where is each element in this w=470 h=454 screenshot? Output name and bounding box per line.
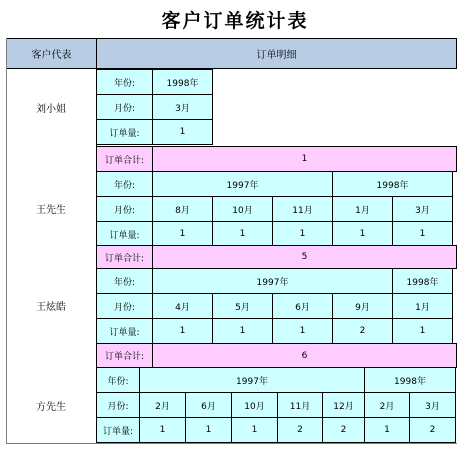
row-label-month: 月份:: [96, 196, 153, 222]
month-cell: 6月: [185, 392, 232, 418]
quantity-cell: 1: [364, 417, 410, 443]
month-cell: 4月: [152, 293, 213, 319]
year-cell: 1998年: [152, 69, 213, 95]
quantity-cell: 1: [152, 119, 213, 145]
column-divider: [96, 69, 97, 443]
year-cell: 1998年: [392, 268, 453, 294]
month-cell: 12月: [322, 392, 365, 418]
month-cell: 2月: [139, 392, 186, 418]
month-cell: 5月: [212, 293, 273, 319]
table-bottom-border: [6, 443, 457, 444]
customer-name: 王炫皓: [6, 268, 96, 343]
quantity-cell: 1: [212, 318, 273, 344]
quantity-cell: 1: [392, 221, 453, 247]
quantity-cell: 2: [322, 417, 365, 443]
quantity-cell: 1: [332, 221, 393, 247]
month-cell: 8月: [152, 196, 213, 222]
order-total-cell: 6: [152, 343, 457, 368]
row-label-month: 月份:: [96, 94, 153, 120]
quantity-cell: 2: [332, 318, 393, 344]
quantity-cell: 1: [272, 318, 333, 344]
quantity-cell: 1: [231, 417, 278, 443]
header-detail: 订单明细: [96, 38, 457, 69]
year-cell: 1998年: [364, 367, 456, 393]
table-left-border: [6, 38, 7, 444]
order-total-cell: 5: [152, 245, 457, 269]
quantity-cell: 1: [392, 318, 453, 344]
row-label-total: 订单合计:: [96, 343, 153, 368]
row-label-year: 年份:: [96, 268, 153, 294]
month-cell: 3月: [392, 196, 453, 222]
quantity-cell: 1: [139, 417, 186, 443]
month-cell: 6月: [272, 293, 333, 319]
month-cell: 2月: [364, 392, 410, 418]
year-cell: 1997年: [152, 268, 393, 294]
row-label-month: 月份:: [96, 392, 140, 418]
year-cell: 1997年: [152, 171, 333, 197]
month-cell: 10月: [231, 392, 278, 418]
row-label-qty: 订单量:: [96, 318, 153, 344]
customer-name: 刘小姐: [6, 69, 96, 146]
row-label-year: 年份:: [96, 367, 140, 393]
month-cell: 11月: [272, 196, 333, 222]
row-label-year: 年份:: [96, 69, 153, 95]
page-title: 客户订单统计表: [161, 10, 309, 32]
month-cell: 11月: [277, 392, 323, 418]
quantity-cell: 1: [152, 318, 213, 344]
row-label-total: 订单合计:: [96, 245, 153, 269]
customer-name: 王先生: [6, 171, 96, 245]
header-customer: 客户代表: [6, 38, 97, 69]
quantity-cell: 1: [272, 221, 333, 247]
row-label-year: 年份:: [96, 171, 153, 197]
quantity-cell: 1: [212, 221, 273, 247]
month-cell: 3月: [409, 392, 456, 418]
month-cell: 10月: [212, 196, 273, 222]
row-label-qty: 订单量:: [96, 119, 153, 145]
month-cell: 9月: [332, 293, 393, 319]
row-label-qty: 订单量:: [96, 417, 140, 443]
row-label-month: 月份:: [96, 293, 153, 319]
month-cell: 3月: [152, 94, 213, 120]
month-cell: 1月: [392, 293, 453, 319]
order-total-cell: 1: [152, 146, 457, 172]
year-cell: 1998年: [332, 171, 453, 197]
customer-name: 方先生: [6, 367, 96, 443]
quantity-cell: 2: [277, 417, 323, 443]
month-cell: 1月: [332, 196, 393, 222]
quantity-cell: 2: [409, 417, 456, 443]
row-label-total: 订单合计:: [96, 146, 153, 172]
year-cell: 1997年: [139, 367, 365, 393]
quantity-cell: 1: [152, 221, 213, 247]
row-label-qty: 订单量:: [96, 221, 153, 247]
quantity-cell: 1: [185, 417, 232, 443]
